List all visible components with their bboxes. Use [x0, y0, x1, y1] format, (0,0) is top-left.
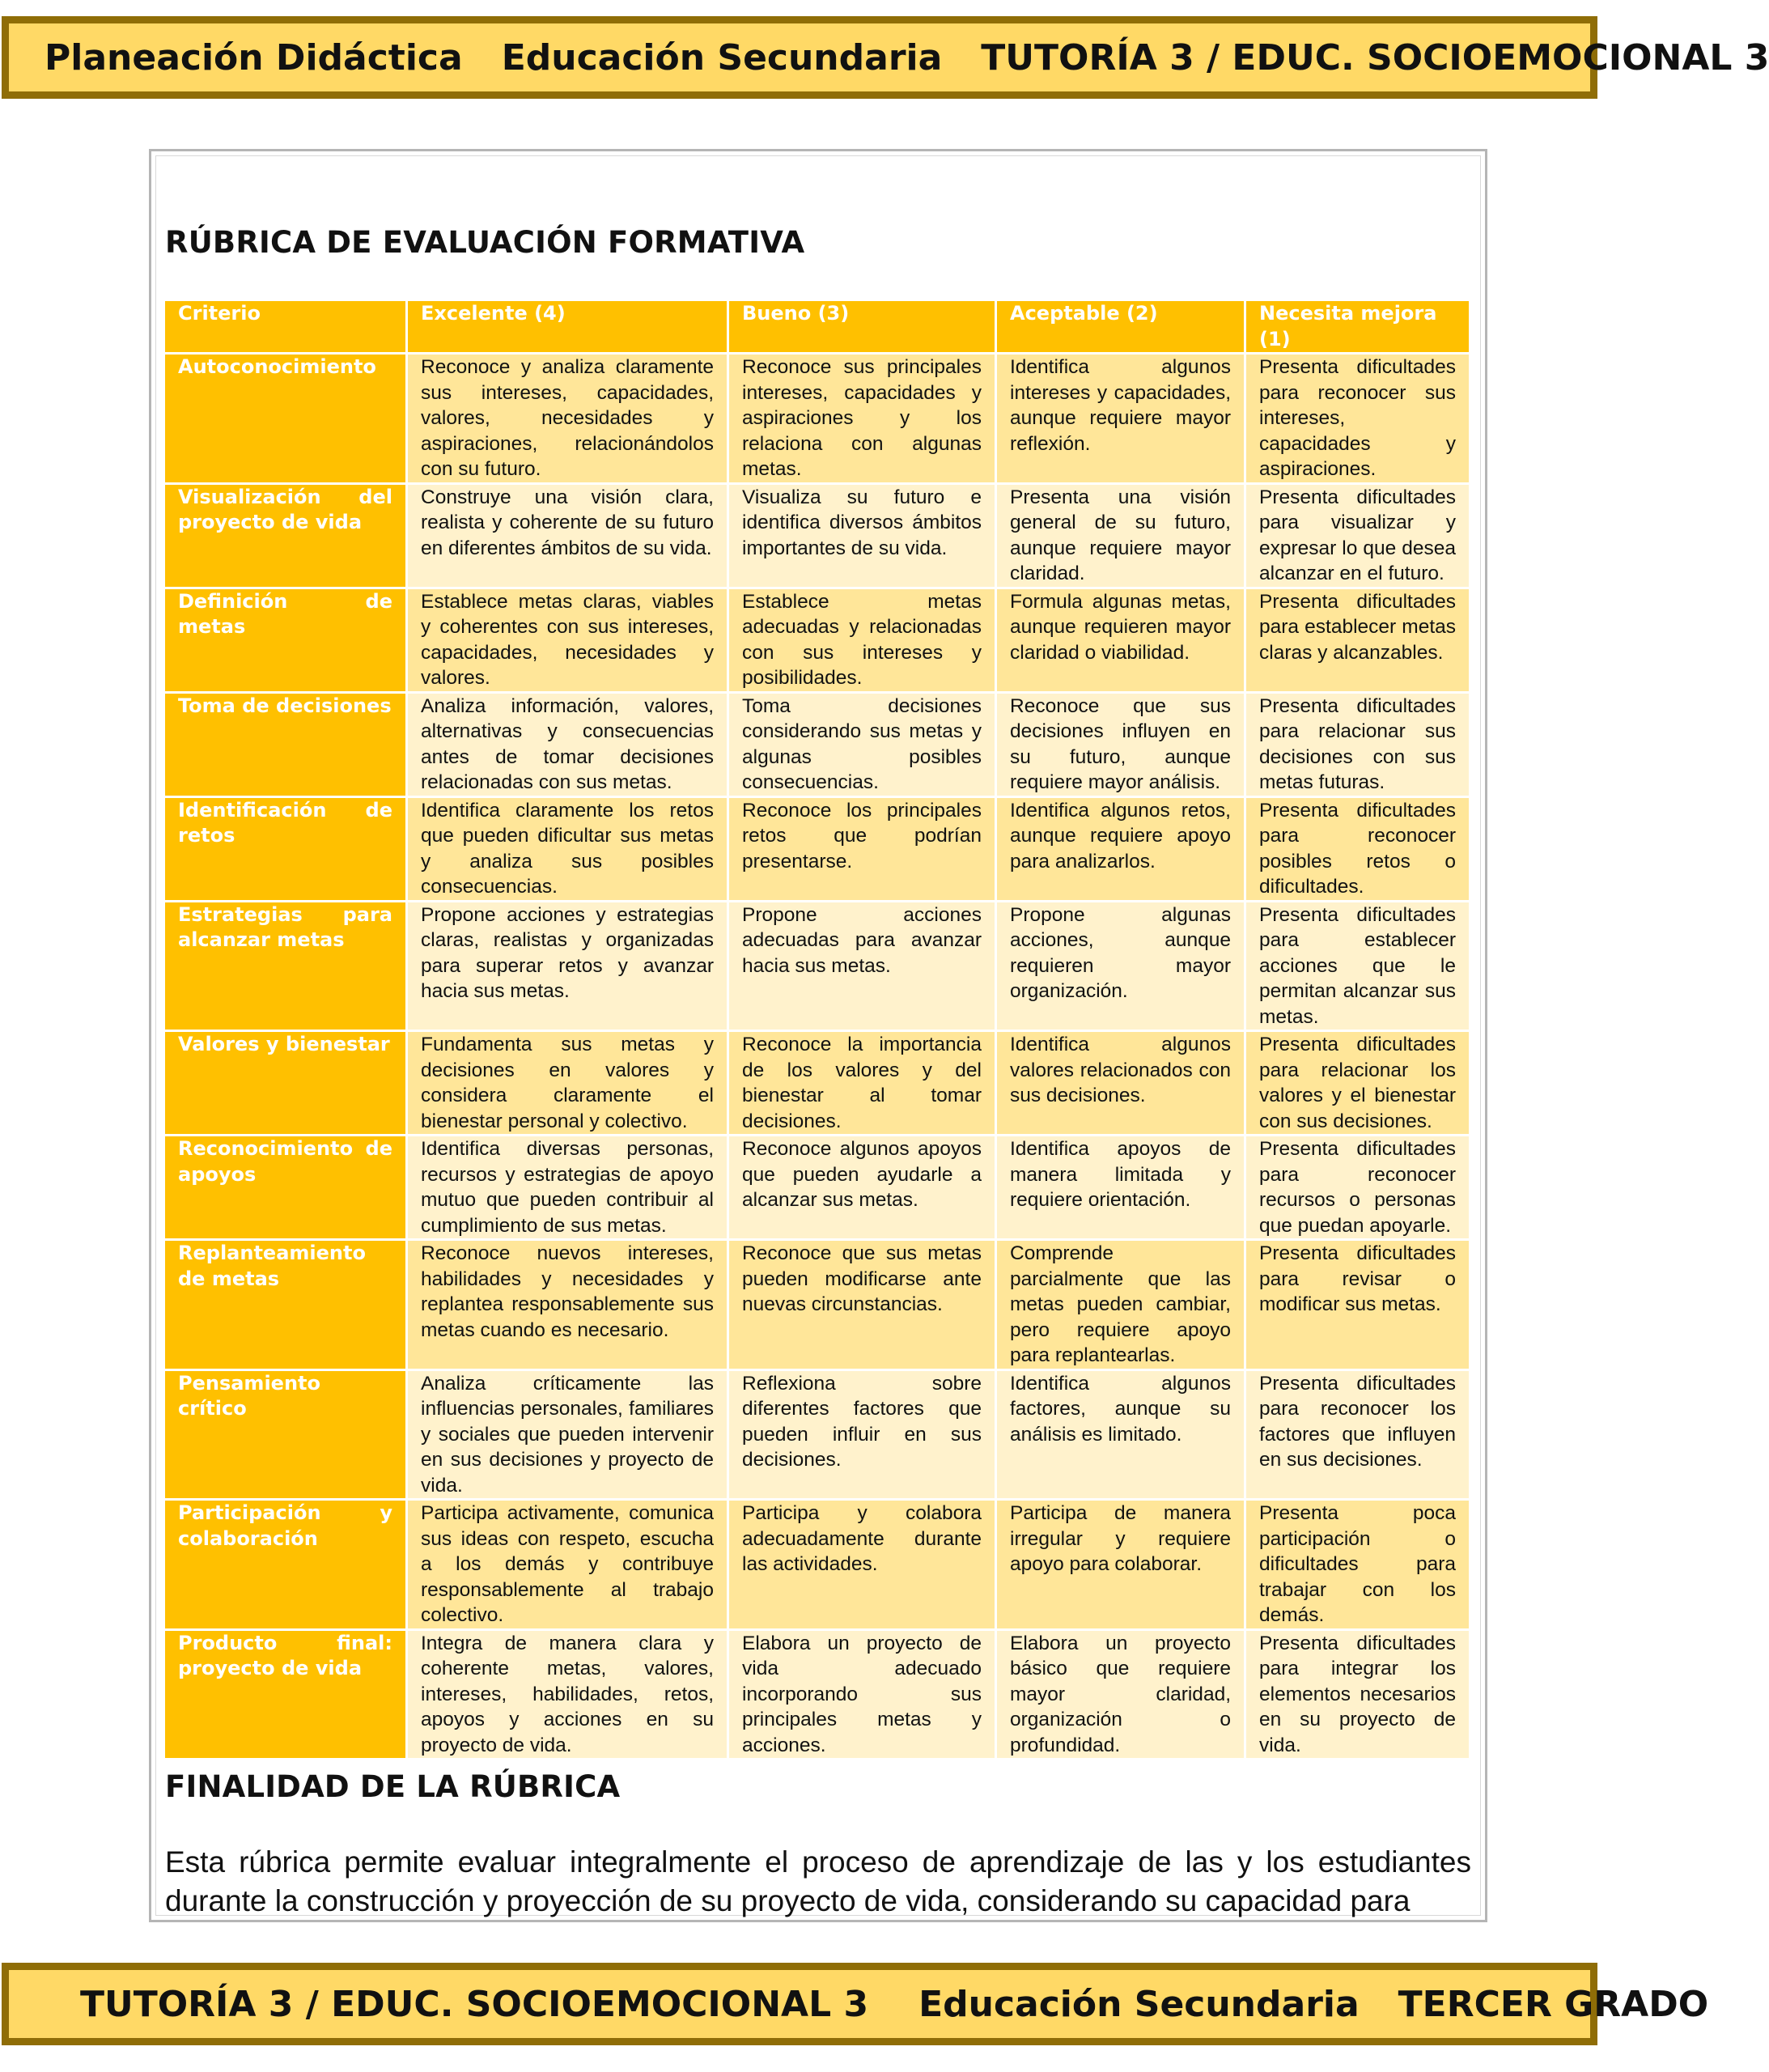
- level-2-cell: Identifica algunos retos, aunque requiere apoyo para analizarlos.: [997, 798, 1246, 902]
- rubric-row: [165, 1371, 1471, 1501]
- rubric-row: [165, 694, 1471, 798]
- level-3-cell: Reconoce que sus metas pueden modificarse ante nuevas circunstancias.: [729, 1241, 997, 1371]
- rubric-row: [165, 1136, 1471, 1241]
- criterion-cell: Reconocimiento de apoyos: [165, 1136, 408, 1241]
- level-2-cell: Identifica apoyos de manera limitada y requiere orientación.: [997, 1136, 1246, 1241]
- criterion-cell: Producto final: proyecto de vida: [165, 1631, 408, 1761]
- level-2-cell: Propone algunas acciones, aunque requieren mayor organización.: [997, 902, 1246, 1033]
- level-1-cell: Presenta dificultades para visualizar y expresar lo que desea alcanzar en el futuro.: [1246, 485, 1471, 589]
- level-3-cell: Reflexiona sobre diferentes factores que pueden influir en sus decisiones.: [729, 1371, 997, 1501]
- rubric-row: [165, 589, 1471, 694]
- header-bueno: Bueno (3): [729, 301, 997, 355]
- level-1-cell: Presenta dificultades para establecer acciones que le permitan alcanzar sus metas.: [1246, 902, 1471, 1033]
- level-3-cell: Reconoce los principales retos que podrían presentarse.: [729, 798, 997, 902]
- level-2-cell: Identifica algunos intereses y capacidades, aunque requiere mayor reflexión.: [997, 355, 1246, 485]
- rubric-row: [165, 798, 1471, 902]
- finalidad-title: FINALIDAD DE LA RÚBRICA: [165, 1769, 621, 1804]
- level-4-cell: Identifica diversas personas, recursos y estrategias de apoyo mutuo que pueden contribuir al cumplimiento de sus metas.: [408, 1136, 729, 1241]
- rubric-row: [165, 1501, 1471, 1631]
- header-asignatura: TUTORÍA 3 / EDUC. SOCIOEMOCIONAL 3: [981, 36, 1769, 79]
- criterion-cell: Pensamiento crítico: [165, 1371, 408, 1501]
- level-3-cell: Elabora un proyecto de vida adecuado incorporando sus principales metas y acciones.: [729, 1631, 997, 1761]
- level-4-cell: Analiza información, valores, alternativas y consecuencias antes de tomar decisiones relacionadas con sus metas.: [408, 694, 729, 798]
- criterion-cell: Identificación de retos: [165, 798, 408, 902]
- level-2-cell: Participa de manera irregular y requiere apoyo para colaborar.: [997, 1501, 1246, 1631]
- header-nivel: Educación Secundaria: [501, 36, 943, 79]
- level-4-cell: Propone acciones y estrategias claras, realistas y organizadas para superar retos y avanzar hacia sus metas.: [408, 902, 729, 1033]
- header-aceptable: Aceptable (2): [997, 301, 1246, 355]
- rubric-row: [165, 1631, 1471, 1761]
- criterion-cell: Definición de metas: [165, 589, 408, 694]
- rubric-row: [165, 1032, 1471, 1136]
- level-4-cell: Reconoce nuevos intereses, habilidades y necesidades y replantea responsablemente sus metas cuando es necesario.: [408, 1241, 729, 1371]
- level-3-cell: Toma decisiones considerando sus metas y algunas posibles consecuencias.: [729, 694, 997, 798]
- level-2-cell: Comprende parcialmente que las metas pueden cambiar, pero requiere apoyo para replantearlas.: [997, 1241, 1246, 1371]
- level-1-cell: Presenta dificultades para reconocer sus intereses, capacidades y aspiraciones.: [1246, 355, 1471, 485]
- header-banner: [2, 16, 1769, 99]
- header-necesita-mejora: Necesita mejora (1): [1246, 301, 1471, 355]
- level-4-cell: Analiza críticamente las influencias personales, familiares y sociales que pueden intervenir en sus decisiones y proyecto de vida.: [408, 1371, 729, 1501]
- rubric-header-row: [165, 301, 1471, 355]
- level-3-cell: Reconoce algunos apoyos que pueden ayudarle a alcanzar sus metas.: [729, 1136, 997, 1241]
- criterion-cell: Participación y colaboración: [165, 1501, 408, 1631]
- level-1-cell: Presenta dificultades para relacionar sus decisiones con sus metas futuras.: [1246, 694, 1471, 798]
- header-criterio: Criterio: [165, 301, 408, 355]
- rubric-title: RÚBRICA DE EVALUACIÓN FORMATIVA: [165, 225, 805, 260]
- level-4-cell: Reconoce y analiza claramente sus intereses, capacidades, valores, necesidades y aspiraciones, relacionándolos con su futuro.: [408, 355, 729, 485]
- level-3-cell: Propone acciones adecuadas para avanzar hacia sus metas.: [729, 902, 997, 1033]
- footer-banner: [2, 1963, 1709, 2045]
- level-4-cell: Establece metas claras, viables y coherentes con sus intereses, capacidades, necesidades y valores.: [408, 589, 729, 694]
- level-1-cell: Presenta dificultades para reconocer recursos o personas que puedan apoyarle.: [1246, 1136, 1471, 1241]
- level-4-cell: Construye una visión clara, realista y coherente de su futuro en diferentes ámbitos de su vida.: [408, 485, 729, 589]
- criterion-cell: Valores y bienestar: [165, 1032, 408, 1136]
- level-3-cell: Reconoce la importancia de los valores y del bienestar al tomar decisiones.: [729, 1032, 997, 1136]
- footer-nivel: Educación Secundaria: [918, 1983, 1360, 2025]
- level-3-cell: Participa y colabora adecuadamente durante las actividades.: [729, 1501, 997, 1631]
- rubric-row: [165, 1241, 1471, 1371]
- level-1-cell: Presenta dificultades para revisar o modificar sus metas.: [1246, 1241, 1471, 1371]
- level-3-cell: Visualiza su futuro e identifica diversos ámbitos importantes de su vida.: [729, 485, 997, 589]
- criterion-cell: Visualización del proyecto de vida: [165, 485, 408, 589]
- level-4-cell: Participa activamente, comunica sus ideas con respeto, escucha a los demás y contribuye responsablemente al trabajo colectivo.: [408, 1501, 729, 1631]
- level-1-cell: Presenta poca participación o dificultades para trabajar con los demás.: [1246, 1501, 1471, 1631]
- criterion-cell: Estrategias para alcanzar metas: [165, 902, 408, 1033]
- level-3-cell: Establece metas adecuadas y relacionadas con sus intereses y posibilidades.: [729, 589, 997, 694]
- level-4-cell: Fundamenta sus metas y decisiones en valores y considera claramente el bienestar personal y colectivo.: [408, 1032, 729, 1136]
- level-4-cell: Integra de manera clara y coherente metas, valores, intereses, habilidades, retos, apoyos y acciones en su proyecto de vida.: [408, 1631, 729, 1761]
- rubric-table: [165, 301, 1471, 1760]
- level-2-cell: Reconoce que sus decisiones influyen en su futuro, aunque requiere mayor análisis.: [997, 694, 1246, 798]
- header-planeacion: Planeación Didáctica: [45, 36, 463, 79]
- rubric-row: [165, 355, 1471, 485]
- rubric-row: [165, 485, 1471, 589]
- level-3-cell: Reconoce sus principales intereses, capacidades y aspiraciones y los relaciona con algunas metas.: [729, 355, 997, 485]
- level-1-cell: Presenta dificultades para establecer metas claras y alcanzables.: [1246, 589, 1471, 694]
- level-1-cell: Presenta dificultades para relacionar los valores y el bienestar con sus decisiones.: [1246, 1032, 1471, 1136]
- finalidad-paragraph: Esta rúbrica permite evaluar integralmente el proceso de aprendizaje de las y los estudiantes durante la construcción y proyección de su proyecto de vida, considerando su capacidad para: [165, 1845, 1471, 1917]
- level-2-cell: Identifica algunos factores, aunque su análisis es limitado.: [997, 1371, 1246, 1501]
- level-1-cell: Presenta dificultades para reconocer los factores que influyen en sus decisiones.: [1246, 1371, 1471, 1501]
- footer-asignatura: TUTORÍA 3 / EDUC. SOCIOEMOCIONAL 3: [80, 1983, 869, 2025]
- level-2-cell: Presenta una visión general de su futuro, aunque requiere mayor claridad.: [997, 485, 1246, 589]
- level-2-cell: Identifica algunos valores relacionados con sus decisiones.: [997, 1032, 1246, 1136]
- criterion-cell: Autoconocimiento: [165, 355, 408, 485]
- level-2-cell: Formula algunas metas, aunque requieren mayor claridad o viabilidad.: [997, 589, 1246, 694]
- header-excelente: Excelente (4): [408, 301, 729, 355]
- footer-grado: TERCER GRADO: [1398, 1983, 1709, 2025]
- level-1-cell: Presenta dificultades para integrar los elementos necesarios en su proyecto de vida.: [1246, 1631, 1471, 1761]
- criterion-cell: Replanteamiento de metas: [165, 1241, 408, 1371]
- level-2-cell: Elabora un proyecto básico que requiere mayor claridad, organización o profundidad.: [997, 1631, 1246, 1761]
- level-1-cell: Presenta dificultades para reconocer posibles retos o dificultades.: [1246, 798, 1471, 902]
- rubric-row: [165, 902, 1471, 1033]
- criterion-cell: Toma de decisiones: [165, 694, 408, 798]
- level-4-cell: Identifica claramente los retos que pueden dificultar sus metas y analiza sus posibles consecuencias.: [408, 798, 729, 902]
